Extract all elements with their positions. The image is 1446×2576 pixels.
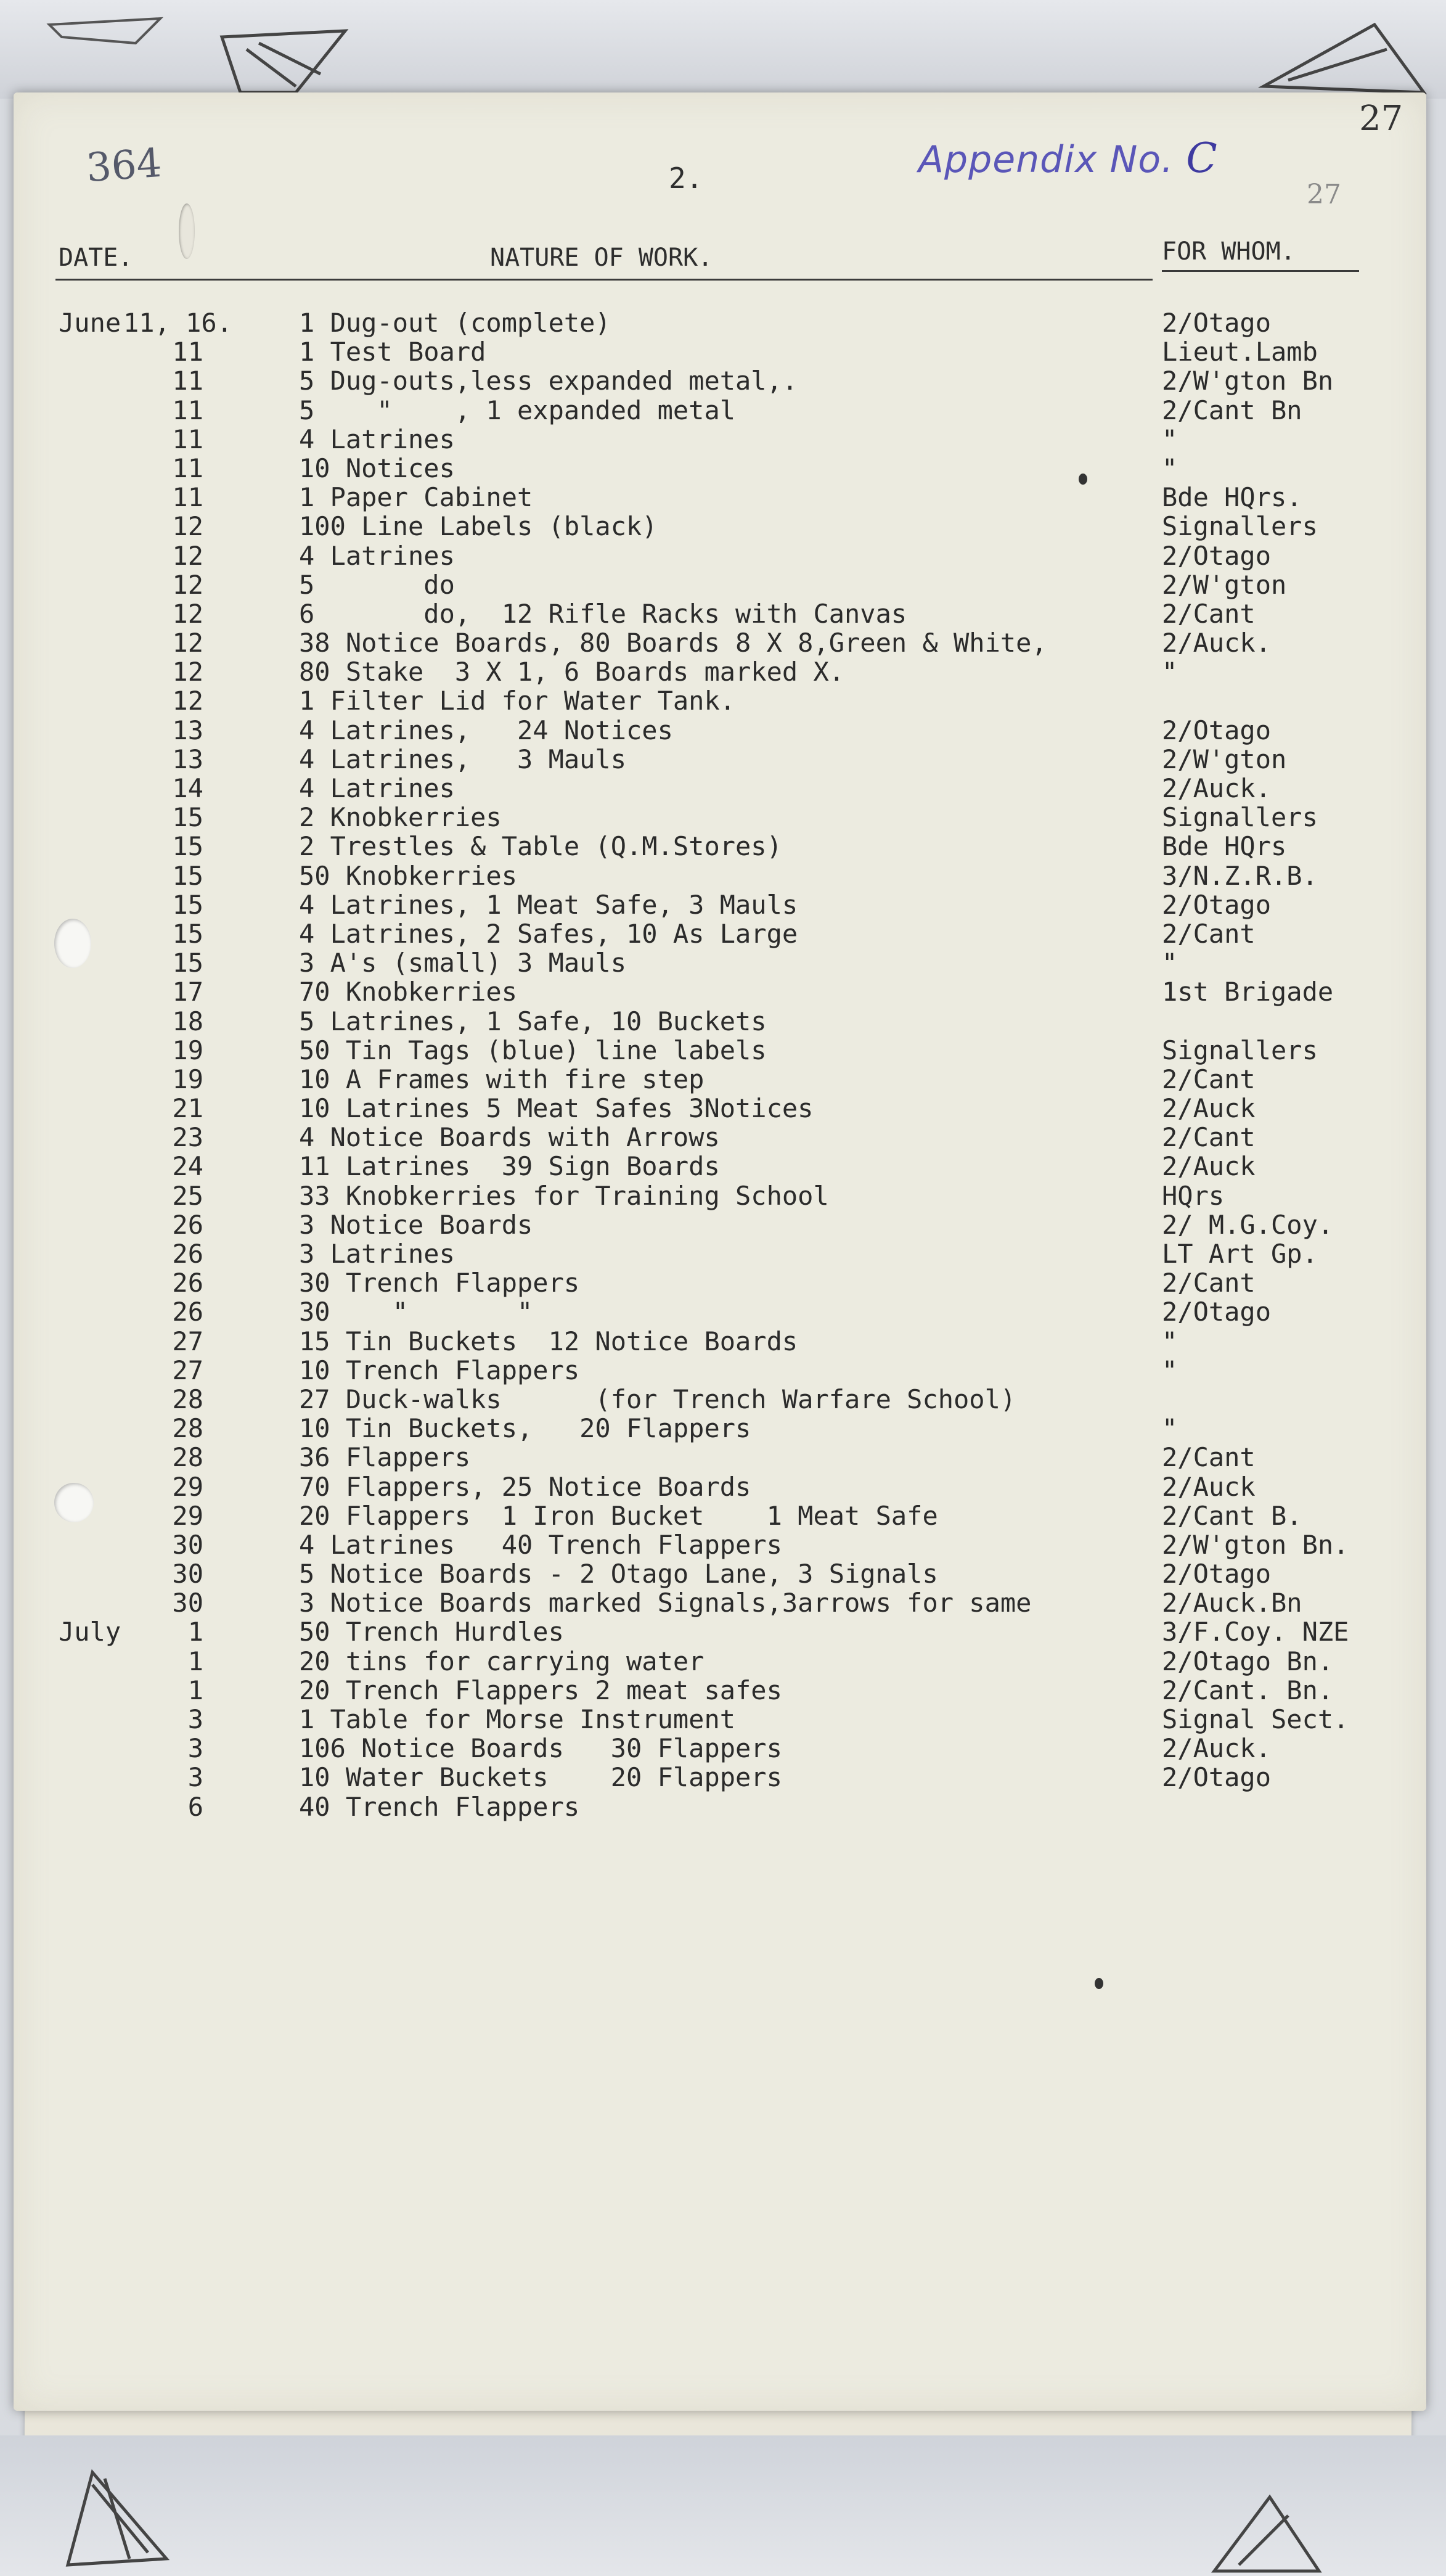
entry-day: 28 (172, 1442, 203, 1473)
entry-work: 20 tins for carrying water (299, 1646, 705, 1676)
entry-work: 80 Stake 3 X 1, 6 Boards marked X. (299, 657, 845, 687)
entry-work: 50 Tin Tags (blue) line labels (299, 1035, 767, 1065)
entry-day: 17 (172, 977, 203, 1007)
table-row (0, 774, 1446, 803)
table-row (0, 1065, 1446, 1094)
entry-day: 25 (172, 1180, 203, 1211)
entry-work: 10 Trench Flappers (299, 1355, 580, 1385)
pencil-sketch-bottom-left (55, 2460, 179, 2571)
table-row (0, 803, 1446, 832)
entry-day: 11 (172, 482, 203, 513)
entry-day: 11 (172, 366, 203, 396)
entry-day: 12 (172, 569, 203, 600)
table-row (0, 1588, 1446, 1617)
entry-day: 12 (172, 657, 203, 687)
entry-work: 36 Flappers (299, 1442, 471, 1473)
table-row (0, 948, 1446, 977)
entry-whom: LT Art Gp. (1162, 1239, 1318, 1269)
entry-day: 11, 16. (123, 308, 233, 338)
entry-whom: 2/Cant Bn (1162, 395, 1302, 425)
entry-whom: 2/Cant (1162, 1268, 1256, 1298)
entry-day: 29 (172, 1471, 203, 1502)
entry-day: 15 (172, 860, 203, 891)
entry-whom: Signal Sect. (1162, 1704, 1349, 1734)
entry-work: 4 Latrines, 3 Mauls (299, 744, 627, 774)
ink-dot (1095, 1978, 1103, 1989)
entry-whom: 2/Auck (1162, 1151, 1256, 1182)
entry-work: 2 Trestles & Table (Q.M.Stores) (299, 831, 782, 862)
table-row (0, 1559, 1446, 1588)
table-row (0, 1501, 1446, 1530)
entry-day: 28 (172, 1384, 203, 1414)
entry-work: 4 Latrines, 24 Notices (299, 715, 673, 745)
entry-whom: 2/Auck. (1162, 1733, 1272, 1764)
entry-whom: HQrs (1162, 1180, 1225, 1211)
appendix-letter: C (1186, 134, 1218, 182)
table-row (0, 1123, 1446, 1152)
appendix-stamp (918, 134, 1218, 182)
table-row (0, 1763, 1446, 1792)
entry-month: July (59, 1617, 121, 1647)
table-row (0, 890, 1446, 919)
entry-whom: 2/Otago (1162, 1559, 1272, 1589)
corner-number: 27 (1359, 99, 1403, 139)
entry-work: 10 Latrines 5 Meat Safes 3Notices (299, 1093, 814, 1124)
entry-whom: 2/Otago (1162, 540, 1272, 571)
entry-work: 3 A's (small) 3 Mauls (299, 948, 627, 978)
pencil-sketch-top-left (37, 0, 357, 105)
entry-whom: 2/Otago (1162, 308, 1272, 338)
table-row (0, 657, 1446, 686)
entry-work: 1 Table for Morse Instrument (299, 1704, 736, 1734)
entry-work: 100 Line Labels (black) (299, 511, 658, 542)
entry-whom: 2/Auck. (1162, 628, 1272, 658)
entry-whom: 2/ M.G.Coy. (1162, 1209, 1334, 1240)
table-row (0, 1647, 1446, 1676)
entry-whom: Signallers (1162, 511, 1318, 542)
entry-day: 3 (187, 1733, 203, 1764)
entry-day: 26 (172, 1209, 203, 1240)
table-row (0, 716, 1446, 745)
entry-whom: 2/W'gton (1162, 744, 1287, 774)
entry-day: 30 (172, 1559, 203, 1589)
entry-day: 23 (172, 1122, 203, 1153)
header-work: NATURE OF WORK. (490, 244, 713, 272)
page-number: 2. (669, 162, 703, 195)
entry-day: 15 (172, 802, 203, 833)
entry-whom: 2/Cant B. (1162, 1500, 1302, 1531)
table-row (0, 861, 1446, 890)
entry-whom: 2/Otago (1162, 1762, 1272, 1793)
entry-work: 10 Tin Buckets, 20 Flappers (299, 1413, 751, 1444)
table-row (0, 1036, 1446, 1065)
entry-work: 4 Latrines (299, 424, 455, 454)
entry-work: 11 Latrines 39 Sign Boards (299, 1151, 720, 1182)
entry-work: 4 Latrines (299, 540, 455, 571)
entry-work: 30 Trench Flappers (299, 1268, 580, 1298)
entry-day: 15 (172, 889, 203, 920)
entry-work: 3 Notice Boards marked Signals,3arrows for same (299, 1588, 1032, 1618)
entry-whom: 2/Cant. Bn. (1162, 1675, 1334, 1705)
table-row (0, 1792, 1446, 1821)
entry-work: 10 Water Buckets 20 Flappers (299, 1762, 782, 1793)
entry-day: 24 (172, 1151, 203, 1182)
entry-whom: " (1162, 948, 1178, 978)
entry-day: 28 (172, 1413, 203, 1444)
table-row (0, 832, 1446, 861)
table-row (0, 1297, 1446, 1326)
entry-work: 33 Knobkerries for Training School (299, 1180, 829, 1211)
appendix-label: Appendix No. (918, 138, 1174, 181)
entry-work: 4 Notice Boards with Arrows (299, 1122, 720, 1153)
entry-work: 1 Filter Lid for Water Tank. (299, 686, 736, 716)
entry-work: 3 Latrines (299, 1239, 455, 1269)
entry-whom: 2/Otago (1162, 715, 1272, 745)
table-row (0, 1268, 1446, 1297)
table-row (0, 1414, 1446, 1443)
entry-day: 11 (172, 395, 203, 425)
table-row (0, 1094, 1446, 1123)
entry-day: 3 (187, 1762, 203, 1793)
entry-day: 30 (172, 1588, 203, 1618)
ink-dot (1079, 474, 1087, 485)
entry-whom: 3/F.Coy. NZE (1162, 1617, 1349, 1647)
header-whom: FOR WHOM. (1162, 237, 1296, 266)
table-row (0, 396, 1446, 425)
entry-whom: 2/Otago (1162, 1297, 1272, 1327)
table-row (0, 1385, 1446, 1414)
entry-work: 5 Latrines, 1 Safe, 10 Buckets (299, 1006, 767, 1036)
entry-day: 3 (187, 1704, 203, 1734)
table-row (0, 1327, 1446, 1356)
table-row (0, 570, 1446, 599)
entry-day: 29 (172, 1500, 203, 1531)
entry-day: 30 (172, 1529, 203, 1560)
entry-whom: 2/W'gton Bn (1162, 366, 1334, 396)
entry-whom: 3/N.Z.R.B. (1162, 860, 1318, 891)
entry-day: 26 (172, 1239, 203, 1269)
entry-whom: 2/Cant (1162, 918, 1256, 949)
entry-work: 30 " " (299, 1297, 533, 1327)
table-row (0, 1007, 1446, 1036)
entry-day: 15 (172, 948, 203, 978)
entry-work: 4 Latrines, 1 Meat Safe, 3 Mauls (299, 889, 798, 920)
entry-whom: " (1162, 1413, 1178, 1444)
table-row (0, 686, 1446, 715)
entry-day: 18 (172, 1006, 203, 1036)
table-row (0, 1152, 1446, 1181)
table-row (0, 1210, 1446, 1239)
table-row (0, 541, 1446, 570)
entry-day: 21 (172, 1093, 203, 1124)
table-row (0, 1530, 1446, 1559)
table-row (0, 337, 1446, 366)
table-row (0, 1356, 1446, 1385)
entry-whom: " (1162, 1355, 1178, 1385)
entry-whom: 2/W'gton Bn. (1162, 1529, 1349, 1560)
entry-day: 12 (172, 598, 203, 629)
table-row (0, 308, 1446, 337)
entry-day: 19 (172, 1064, 203, 1094)
entry-day: 19 (172, 1035, 203, 1065)
entry-whom: 1st Brigade (1162, 977, 1334, 1007)
entry-day: 12 (172, 511, 203, 542)
entry-work: 38 Notice Boards, 80 Boards 8 X 8,Green & White, (299, 628, 1047, 658)
table-row (0, 977, 1446, 1006)
table-row (0, 1676, 1446, 1705)
entry-work: 5 Dug-outs,less expanded metal,. (299, 366, 798, 396)
entry-day: 13 (172, 744, 203, 774)
entry-whom: 2/Cant (1162, 1064, 1256, 1094)
table-row (0, 1181, 1446, 1210)
entry-whom: 2/Auck (1162, 1093, 1256, 1124)
entry-day: 27 (172, 1326, 203, 1356)
entry-day: 12 (172, 628, 203, 658)
entry-work: 3 Notice Boards (299, 1209, 533, 1240)
entry-work: 20 Flappers 1 Iron Bucket 1 Meat Safe (299, 1500, 938, 1531)
pencil-sketch-bottom-right (1202, 2491, 1325, 2576)
pencil-sketch-top-right (1251, 12, 1436, 105)
entry-work: 50 Knobkerries (299, 860, 518, 891)
entry-whom: 2/Cant (1162, 1442, 1256, 1473)
entry-work: 40 Trench Flappers (299, 1791, 580, 1822)
header-rule-whom (1162, 270, 1359, 272)
entry-whom: 2/Auck. (1162, 773, 1272, 803)
entry-whom: Signallers (1162, 1035, 1318, 1065)
entry-whom: Bde HQrs. (1162, 482, 1302, 513)
entry-day: 15 (172, 918, 203, 949)
entry-whom: 2/Otago Bn. (1162, 1646, 1334, 1676)
entry-work: 106 Notice Boards 30 Flappers (299, 1733, 782, 1764)
entry-whom: " (1162, 453, 1178, 483)
entry-day: 27 (172, 1355, 203, 1385)
entry-whom: " (1162, 424, 1178, 454)
table-row (0, 1705, 1446, 1734)
entry-day: 11 (172, 337, 203, 367)
entry-whom: " (1162, 657, 1178, 687)
header-rule (55, 279, 1153, 281)
entry-work: 5 " , 1 expanded metal (299, 395, 736, 425)
entry-work: 4 Latrines, 2 Safes, 10 As Large (299, 918, 798, 949)
table-row (0, 1617, 1446, 1646)
entry-whom: " (1162, 1326, 1178, 1356)
pencil-number: 27 (1307, 179, 1341, 210)
entry-day: 1 (187, 1675, 203, 1705)
entry-work: 1 Dug-out (complete) (299, 308, 611, 338)
entry-work: 15 Tin Buckets 12 Notice Boards (299, 1326, 798, 1356)
entry-work: 10 A Frames with fire step (299, 1064, 705, 1094)
table-row (0, 599, 1446, 628)
entry-work: 5 Notice Boards - 2 Otago Lane, 3 Signals (299, 1559, 938, 1589)
entry-day: 12 (172, 540, 203, 571)
entry-whom: Lieut.Lamb (1162, 337, 1318, 367)
punch-mark-top (179, 203, 195, 259)
entry-day: 1 (187, 1646, 203, 1676)
entry-day: 12 (172, 686, 203, 716)
entry-work: 10 Notices (299, 453, 455, 483)
entry-day: 13 (172, 715, 203, 745)
table-row (0, 512, 1446, 541)
table-row (0, 454, 1446, 483)
entry-month: June (59, 308, 121, 338)
entry-work: 4 Latrines 40 Trench Flappers (299, 1529, 782, 1560)
entry-day: 6 (187, 1791, 203, 1822)
entry-whom: Signallers (1162, 802, 1318, 833)
header-date: DATE. (59, 244, 133, 272)
table-row (0, 745, 1446, 774)
work-log-table (0, 308, 1446, 1821)
table-row (0, 1239, 1446, 1268)
entry-work: 6 do, 12 Rifle Racks with Canvas (299, 598, 907, 629)
table-row (0, 1443, 1446, 1472)
entry-work: 4 Latrines (299, 773, 455, 803)
entry-work: 27 Duck-walks (for Trench Warfare School) (299, 1384, 1016, 1414)
table-row (0, 366, 1446, 395)
entry-work: 20 Trench Flappers 2 meat safes (299, 1675, 782, 1705)
stamp-number: 364 (84, 140, 163, 192)
entry-work: 70 Flappers, 25 Notice Boards (299, 1471, 751, 1502)
entry-day: 1 (187, 1617, 203, 1647)
entry-whom: 2/Auck.Bn (1162, 1588, 1302, 1618)
entry-whom: Bde HQrs (1162, 831, 1287, 862)
table-row (0, 483, 1446, 512)
table-row (0, 425, 1446, 454)
entry-work: 70 Knobkerries (299, 977, 518, 1007)
entry-day: 11 (172, 453, 203, 483)
entry-day: 14 (172, 773, 203, 803)
entry-work: 1 Test Board (299, 337, 486, 367)
entry-day: 26 (172, 1268, 203, 1298)
table-row (0, 1472, 1446, 1501)
entry-whom: 2/Cant (1162, 1122, 1256, 1153)
table-row (0, 628, 1446, 657)
entry-day: 15 (172, 831, 203, 862)
entry-work: 1 Paper Cabinet (299, 482, 533, 513)
table-row (0, 1734, 1446, 1763)
entry-whom: 2/Cant (1162, 598, 1256, 629)
entry-work: 50 Trench Hurdles (299, 1617, 564, 1647)
entry-day: 26 (172, 1297, 203, 1327)
entry-whom: 2/W'gton (1162, 569, 1287, 600)
entry-work: 2 Knobkerries (299, 802, 502, 833)
table-row (0, 919, 1446, 948)
entry-whom: 2/Otago (1162, 889, 1272, 920)
entry-whom: 2/Auck (1162, 1471, 1256, 1502)
entry-work: 5 do (299, 569, 455, 600)
entry-day: 11 (172, 424, 203, 454)
